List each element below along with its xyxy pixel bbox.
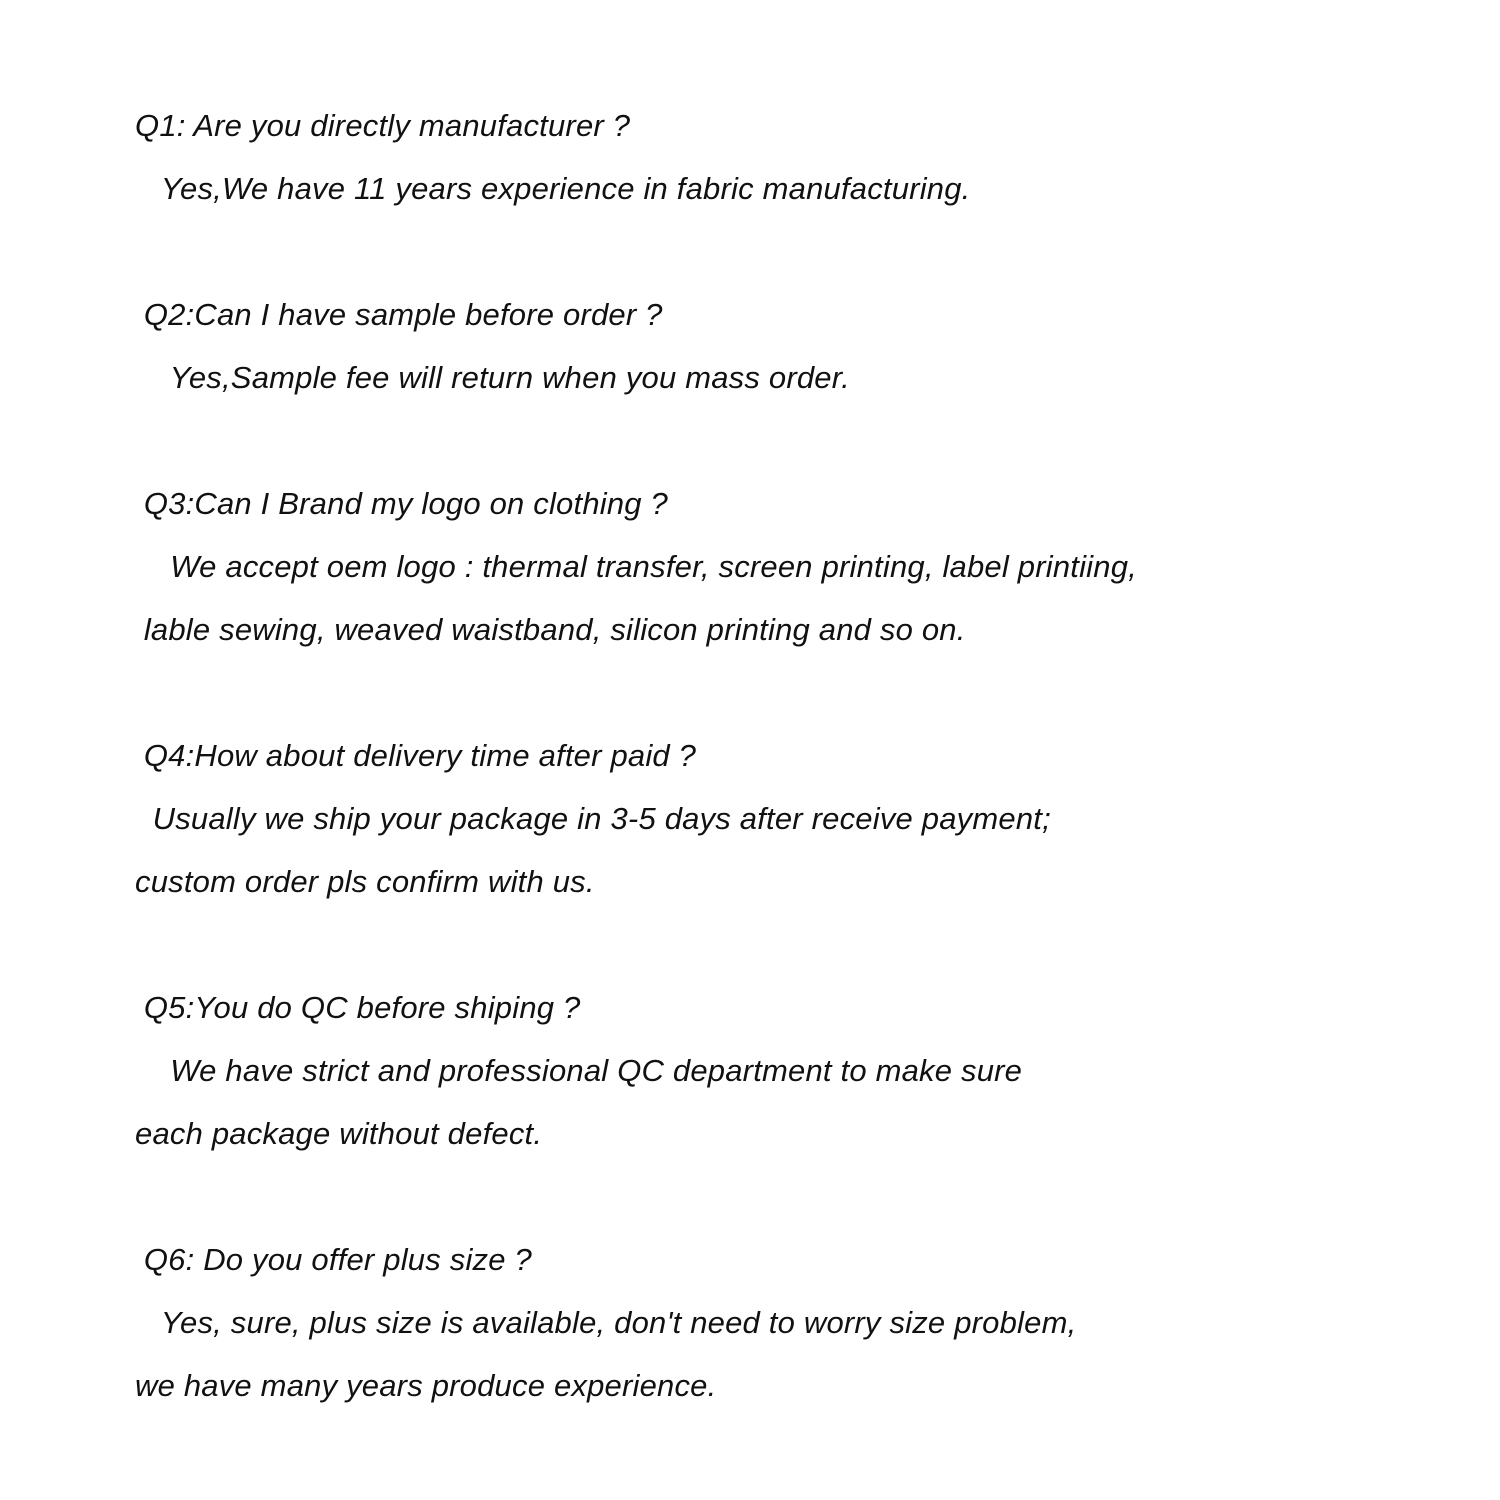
faq-answer-1-line-1: Yes,We have 11 years experience in fabric manufacturing.: [135, 171, 971, 206]
faq-question-6: Q6: Do you offer plus size ?: [135, 1242, 532, 1277]
faq-question-5: Q5:You do QC before shiping ?: [135, 990, 581, 1025]
faq-question-2: Q2:Can I have sample before order ?: [135, 297, 663, 332]
faq-answer-3-line-2: lable sewing, weaved waistband, silicon printing and so on.: [135, 612, 966, 647]
faq-question-3: Q3:Can I Brand my logo on clothing ?: [135, 486, 668, 521]
faq-question-4: Q4:How about delivery time after paid ?: [135, 738, 697, 773]
faq-answer-5-line-2: each package without defect.: [135, 1116, 543, 1151]
faq-answer-3-line-1: We accept oem logo : thermal transfer, screen printing, label printiing,: [135, 549, 1137, 584]
faq-answer-5-line-1: We have strict and professional QC department to make sure: [135, 1053, 1023, 1088]
faq-answer-6-line-2: we have many years produce experience.: [135, 1368, 717, 1403]
faq-question-1: Q1: Are you directly manufacturer ?: [135, 108, 631, 143]
faq-answer-4-line-2: custom order pls confirm with us.: [135, 864, 595, 899]
faq-answer-2-line-1: Yes,Sample fee will return when you mass order.: [135, 360, 850, 395]
faq-answer-6-line-1: Yes, sure, plus size is available, don't need to worry size problem,: [135, 1305, 1077, 1340]
faq-answer-4-line-1: Usually we ship your package in 3-5 days after receive payment;: [135, 801, 1051, 836]
